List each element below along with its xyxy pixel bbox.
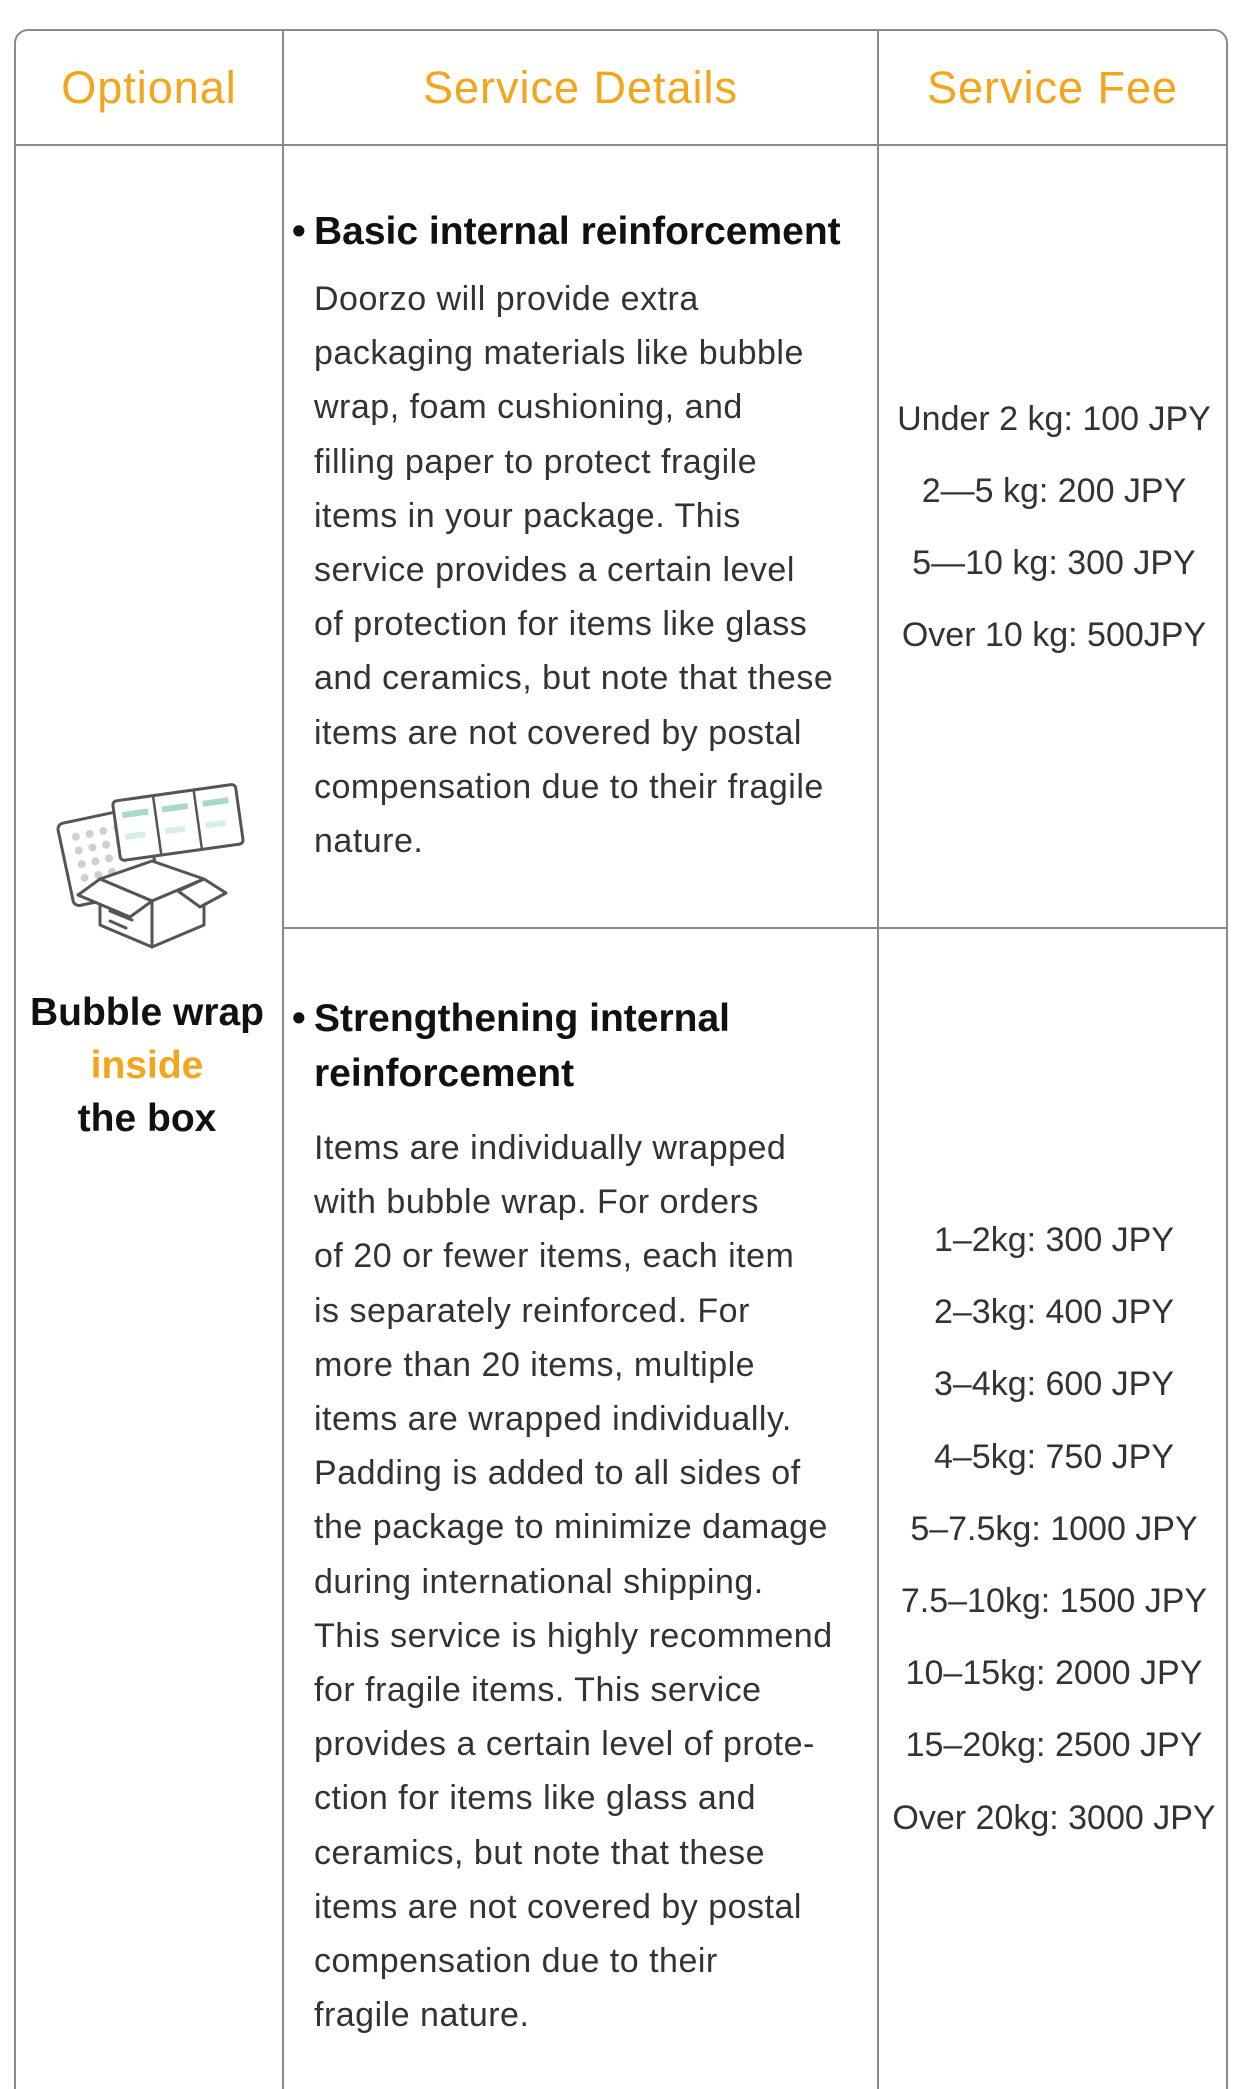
description-line: nature.	[314, 822, 424, 861]
description-line: ceramics, but note that these	[314, 1833, 766, 1872]
service-table	[14, 29, 1228, 2089]
description-line: items are not covered by postal	[314, 1887, 802, 1926]
service-basic-title	[292, 204, 841, 259]
description-line: the package to minimize damage	[314, 1508, 828, 1547]
fee-item: Under 2 kg: 100 JPY	[897, 400, 1211, 438]
service-strengthening-title-line1: Strengthening internal	[314, 997, 731, 1040]
service-basic-fees	[878, 383, 1228, 671]
service-strengthening-title-line2: reinforcement	[314, 1052, 575, 1095]
description-line: ction for items like glass and	[314, 1779, 757, 1818]
description-line: wrap, foam cushioning, and	[314, 388, 743, 427]
option-label-line1: Bubble wrap	[29, 991, 265, 1034]
description-line: is separately reinforced. For	[314, 1291, 750, 1330]
option-label-line2: inside	[90, 1044, 204, 1087]
description-line: compensation due to their	[314, 1942, 718, 1981]
fee-item: 2—5 kg: 200 JPY	[921, 472, 1187, 510]
row-divider	[284, 927, 1226, 929]
fee-item: 2–3kg: 400 JPY	[933, 1293, 1175, 1332]
description-line: during international shipping.	[314, 1562, 764, 1601]
description-line: provides a certain level of prote-	[314, 1725, 815, 1764]
description-line: Padding is added to all sides of	[314, 1454, 801, 1493]
description-line: of protection for items like glass	[314, 605, 808, 644]
option-label-line3: the box	[77, 1097, 217, 1140]
description-line: Doorzo will provide extra	[314, 280, 699, 318]
header-divider	[16, 144, 1226, 146]
description-line: for fragile items. This service	[314, 1671, 762, 1710]
description-line: items are not covered by postal	[314, 713, 802, 752]
description-line: items are wrapped individually.	[314, 1400, 792, 1439]
bubble-wrap-box-icon	[54, 783, 246, 949]
fee-item: 1–2kg: 300 JPY	[933, 1221, 1175, 1259]
description-line: service provides a certain level	[314, 551, 795, 590]
description-line: items in your package. This	[314, 496, 741, 535]
description-line: packaging materials like bubble	[314, 334, 804, 373]
service-strengthening-fees	[878, 1204, 1228, 1854]
fee-item: 5—10 kg: 300 JPY	[912, 544, 1196, 582]
description-line: filling paper to protect fragile	[314, 442, 758, 481]
fee-item: 15–20kg: 2500 JPY	[905, 1726, 1203, 1765]
bullet: •	[292, 210, 306, 253]
service-strengthening-description	[314, 1121, 874, 2042]
header-service-details: Service Details	[422, 61, 739, 113]
bullet: •	[292, 997, 306, 1040]
fee-item: Over 10 kg: 500JPY	[901, 616, 1207, 654]
description-line: compensation due to their fragile	[314, 767, 824, 806]
fee-item: 5–7.5kg: 1000 JPY	[910, 1509, 1198, 1548]
service-basic-title-text: Basic internal reinforcement	[314, 210, 841, 253]
fee-item: 4–5kg: 750 JPY	[933, 1437, 1175, 1476]
column-divider-1	[282, 31, 284, 2089]
description-line: more than 20 items, multiple	[314, 1345, 756, 1384]
description-line: This service is highly recommend	[314, 1616, 833, 1655]
service-strengthening-title	[292, 991, 730, 1101]
fee-item: 7.5–10kg: 1500 JPY	[900, 1582, 1208, 1621]
description-line: with bubble wrap. For orders	[314, 1183, 759, 1222]
header-service-fee: Service Fee	[926, 61, 1179, 113]
fee-item: 3–4kg: 600 JPY	[933, 1365, 1175, 1404]
description-line: Items are individually wrapped	[314, 1129, 787, 1167]
service-basic-description	[314, 272, 874, 868]
description-line: of 20 or fewer items, each item	[314, 1237, 795, 1276]
header-optional: Optional	[61, 61, 237, 113]
description-line: fragile nature.	[314, 1996, 530, 2035]
fee-item: 10–15kg: 2000 JPY	[905, 1654, 1203, 1693]
fee-item: Over 20kg: 3000 JPY	[892, 1798, 1216, 1837]
description-line: and ceramics, but note that these	[314, 659, 834, 698]
